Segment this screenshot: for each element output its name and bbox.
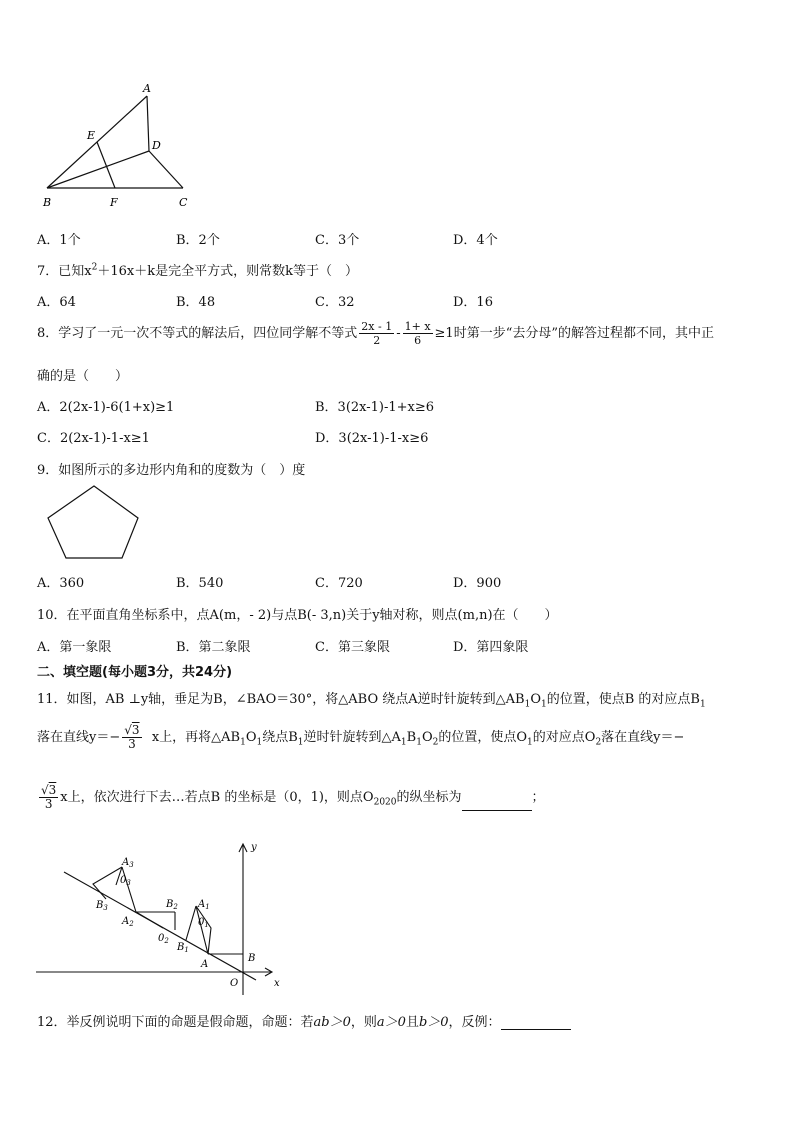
label-C: C (179, 196, 188, 209)
sqrt-icon: √ (124, 723, 132, 737)
sqrt3-over-3-fraction: $\frac{√3}{3}$ (124, 723, 140, 751)
fig11-label-A2: $A_2$ (122, 916, 134, 928)
q10-stem: 10．在平面直角坐标系中，点A(m，- 2)与点B(- 3,n)关于y轴对称，则点(m,n)在（ ） (37, 608, 558, 623)
q8-option-b: B．3(2x-1)-1+x≥6 (315, 400, 435, 415)
fig11-label-B1: $B_1$ (177, 942, 189, 954)
sqrt3-over-3-fraction-2: $\frac{√3}{3}$ (41, 783, 57, 811)
q6-option-b: B．2个 (176, 233, 220, 248)
label-D: D (152, 139, 161, 152)
q10-option-d: D．第四象限 (453, 640, 529, 655)
fraction-1: $\frac{2x - 1}{2}$ (361, 320, 393, 347)
q8-stem: 8．学习了一元一次不等式的解法后，四位同学解不等式 $\frac{2x - 1}{2}$ - $\frac{1+ x}{6}$ ≥1时第一步“去分母”的解答过程都不同，其中正 (37, 320, 714, 347)
q10-option-a: A．第一象限 (37, 640, 112, 655)
fraction-2: $\frac{1+ x}{6}$ (404, 320, 431, 347)
fig11-label-y: y (251, 842, 257, 853)
fig11-label-A1: $A_1$ (198, 899, 210, 911)
q10-option-c: C．第三象限 (315, 640, 390, 655)
q8-option-c: C．2(2x-1)-1-x≥1 (37, 431, 150, 446)
answer-blank-q11[interactable] (462, 798, 532, 811)
q11-line1: 11．如图，AB ⊥y轴，垂足为B，∠BAO＝30°，将△ABO 绕点A逆时针旋转到$\triangle AB_1O_1$的位置，使点B 的对应点$B_1$ (37, 692, 706, 710)
label-A: A (143, 82, 151, 95)
q6-option-a: A．1个 (37, 233, 81, 248)
label-E: E (87, 129, 96, 142)
q7-stem: 7．已知$x^2+16x+k$是完全平方式，则常数k等于（ ） (37, 262, 358, 279)
pentagon-figure (44, 482, 144, 562)
fig11-label-O2: $0_2$ (158, 933, 169, 945)
q9-option-c: C．720 (315, 576, 363, 591)
q9-option-a: A．360 (37, 576, 85, 591)
q11-line3: $\frac{√3}{3}$ x上，依次进行下去…若点B 的坐标是（0，1)，则点$O_{2020}$的纵坐标为 ； (41, 783, 545, 811)
rotation-figure (36, 840, 296, 998)
q8-stem-line2: 确的是（ ） (37, 369, 129, 384)
fig11-label-A3: $A_3$ (122, 857, 134, 869)
q8-option-d: D．3(2x-1)-1-x≥6 (315, 431, 429, 446)
fig11-label-O: O (230, 978, 239, 989)
section-title: 二、填空题(每小题3分，共24分) (37, 665, 233, 680)
q8-option-a: A．2(2x-1)-6(1+x)≥1 (37, 400, 175, 415)
fig11-label-B: B (248, 953, 256, 964)
label-F: F (110, 196, 118, 209)
q6-option-c: C．3个 (315, 233, 360, 248)
label-B: B (43, 196, 52, 209)
q10-option-b: B．第二象限 (176, 640, 251, 655)
q9-option-d: D．900 (453, 576, 502, 591)
fig11-label-B2: $B_2$ (166, 899, 178, 911)
fig11-label-O3: $0_3$ (120, 875, 131, 887)
q11-line2: 落在直线y＝− $\frac{√3}{3}$ x上，再将$\triangle AB_1O_1$绕点$B_1$逆时针旋转到$\triangle A_1B_1O_2$的位置，使点$O_1$的对应点$O_2$落在直线y＝− (37, 723, 685, 751)
q9-stem: 9．如图所示的多边形内角和的度数为（ ）度 (37, 463, 306, 478)
q7-option-c: C．32 (315, 295, 355, 310)
q7-option-a: A．64 (37, 295, 76, 310)
triangle-figure (35, 78, 195, 213)
q6-option-d: D．4个 (453, 233, 498, 248)
sqrt-icon: √ (41, 783, 49, 797)
fig11-label-A: A (201, 959, 209, 970)
q7-option-b: B．48 (176, 295, 216, 310)
fig11-label-O1: $0_1$ (198, 917, 209, 929)
q9-option-b: B．540 (176, 576, 224, 591)
fig11-label-x: x (274, 978, 280, 989)
q7-option-d: D．16 (453, 295, 493, 310)
answer-blank-q12[interactable] (501, 1017, 571, 1030)
fig11-label-B3: $B_3$ (96, 900, 108, 912)
q12-stem: 12．举反例说明下面的命题是假命题，命题：若ab＞0，则a＞0且b＞0，反例： (37, 1011, 571, 1030)
